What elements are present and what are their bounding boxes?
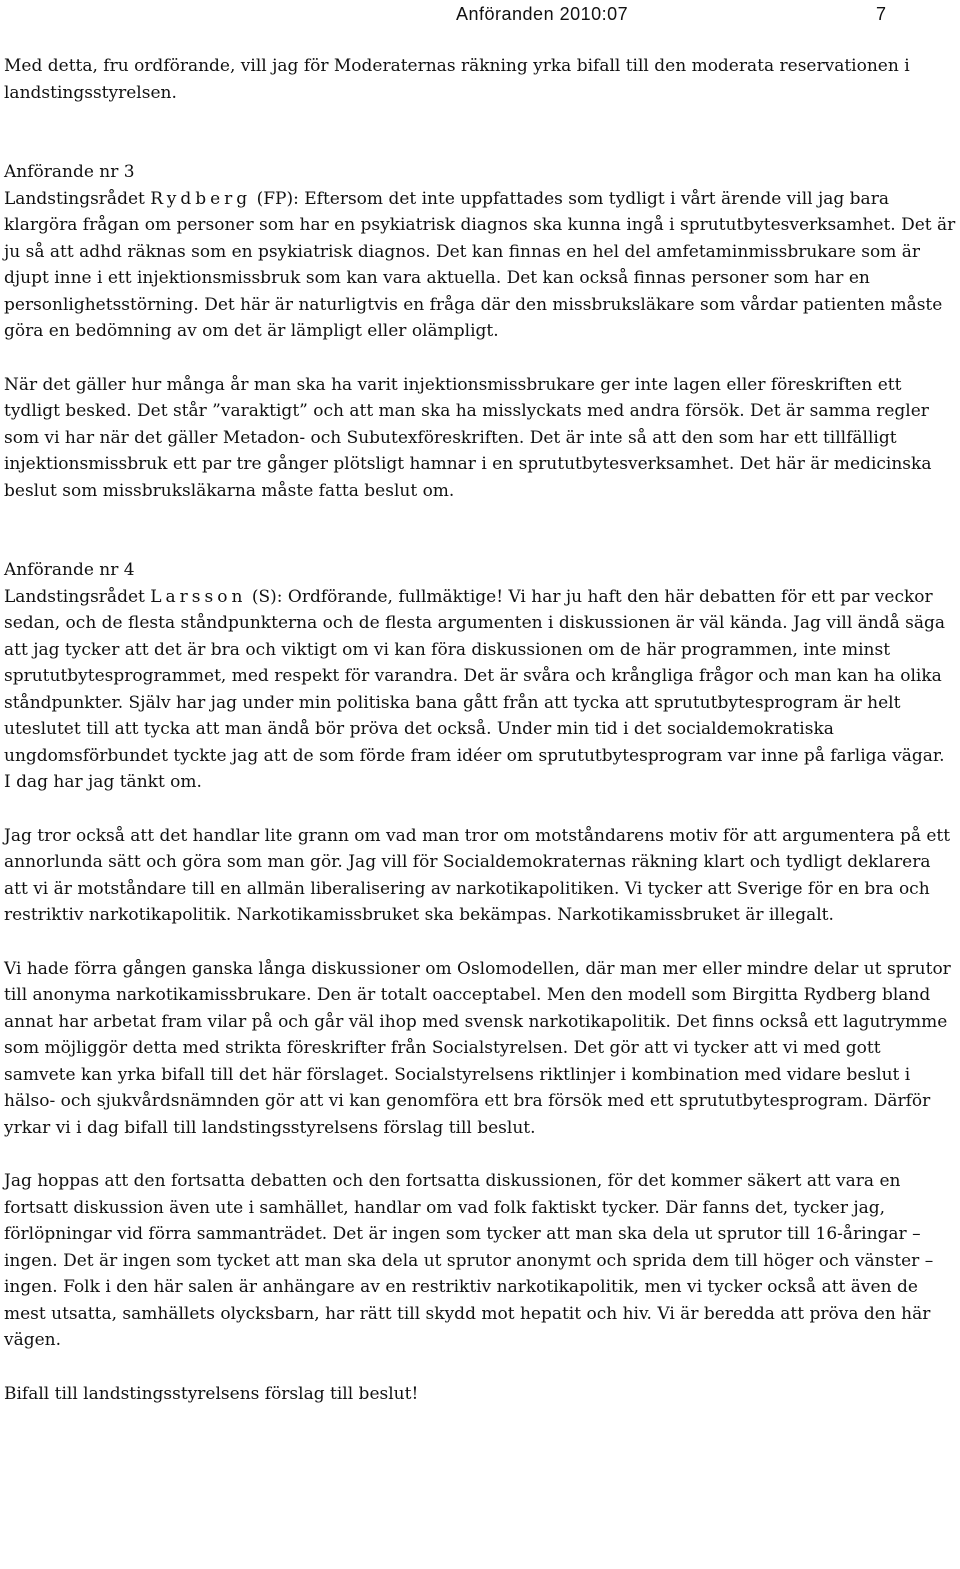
speech-4-closing: Bifall till landstingsstyrelsens förslag till beslut! — [4, 1383, 419, 1404]
speech-4-heading: Anförande nr 4 — [4, 560, 135, 580]
speech-text: (S): Ordförande, fullmäktige! Vi har ju haft den här debatten för ett par veckor sedan, och de flesta ståndpunkterna och de flesta argumenten i diskussionen är väl kända. Jag vill ändå säga att jag tycker att det är bra och viktigt om vi kan föra diskussionen om de här programmen, inte minst sprututbytesprogrammet, med respekt för varandra. Det är svåra och krångliga frågor och man kan ha olika ståndpunkter. Själv har jag under min politiska bana gått från att tycka att sprututbytesprogram är helt uteslutet till att tycka att man ändå bör pröva det också. Under min tid i det socialdemokratiska ungdomsförbundet tyckte jag att de som förde fram idéer om sprututbytesprogram var inne på farliga vägar. I dag har jag tänkt om. — [4, 586, 946, 792]
speech-4-paragraph-2: Jag tror också att det handlar lite grann om vad man tror om motståndarens motiv för att argumentera på ett annorlunda sätt och göra som man gör. Jag vill för Socialdemokraternas räkning klart och tydligt deklarera att vi är motståndare till en allmän liberalisering av narkotikapolitiken. Vi tycker att Sverige för en bra och restriktiv narkotikapolitik. Narkotikamissbruket ska bekämpas. Narkotikamissbruket är illegalt. — [4, 825, 951, 925]
paragraph-closing-previous-speech: Med detta, fru ordförande, vill jag för Moderaternas räkning yrka bifall till den moderata reservationen i landstingsstyrelsen. — [4, 56, 910, 103]
speaker-title: Landstingsrådet — [4, 586, 151, 607]
speech-4-paragraph-1 — [4, 584, 956, 796]
speaker-name: Rydberg — [150, 188, 252, 209]
speech-3-paragraph-2: När det gäller hur många år man ska ha varit injektionsmissbrukare ger inte lagen eller föreskriften ett tydligt besked. Det står ”varaktigt” och att man ska ha misslyckats med andra försök. Det är samma regler som vi har när det gäller Metadon- och Subutexföreskriften. Det är inte så att den som har ett tillfälligt injektionsmissbruk ett par tre gånger plötsligt hamnar i en sprututbytesverksamhet. Det här är medicinska beslut som missbruksläkarna måste fatta beslut om. — [4, 374, 932, 501]
speech-3-heading: Anförande nr 3 — [4, 162, 135, 182]
page-header — [456, 3, 886, 25]
page-number: 7 — [875, 4, 886, 24]
document-title: Anföranden 2010:07 — [456, 4, 629, 24]
speaker-title: Landstingsrådet — [4, 188, 151, 209]
speech-3-paragraph-1 — [4, 186, 956, 345]
speech-4-paragraph-3: Vi hade förra gången ganska långa diskussioner om Oslomodellen, där man mer eller mindre delar ut sprutor till anonyma narkotikamissbrukare. Den är totalt oacceptabel. Men den modell som Birgitta Rydberg bland annat har arbetat fram vilar på och går väl ihop med svensk narkotikapolitik. Det finns också ett lagutrymme som möjliggör detta med strikta föreskrifter från Socialstyrelsen. Det gör att vi tycker att vi med gott samvete kan yrka bifall till det här förslaget. Socialstyrelsens riktlinjer i kombination med vidare beslut i hälso- och sjukvårdsnämnden gör att vi kan genomföra ett bra försök med ett sprututbytesprogram. Därför yrkar vi i dag bifall till landstingsstyrelsens förslag till beslut. — [4, 958, 951, 1138]
speech-text: (FP): Eftersom det inte uppfattades som tydligt i vårt ärende vill jag bara klargöra frågan om personer som har en psykiatrisk diagnos ska kunna ingå i sprututbytesverksamhet. Det är ju så att adhd räknas som en psykiatrisk diagnos. Det kan finnas en hel del amfetaminmissbrukare som är djupt inne i ett injektionsmissbruk som kan vara aktuella. Det kan också finnas personer som har en personlighetsstörning. Det här är naturligtvis en fråga där den missbruksläkare som vårdar patienten måste göra en bedömning av om det är lämpligt eller olämpligt. — [4, 188, 956, 341]
speaker-name: Larsson — [150, 586, 247, 607]
document-body — [4, 53, 956, 1407]
speech-4-paragraph-4: Jag hoppas att den fortsatta debatten och den fortsatta diskussionen, för det kommer säkert att vara en fortsatt diskussion även ute i samhället, handlar om vad folk faktiskt tycker. Där fanns det, tycker jag, förlöpningar vid förra sammanträdet. Det är ingen som tycker att man ska dela ut sprutor till 16-åringar – ingen. Det är ingen som tycket att man ska dela ut sprutor anonymt och sprida dem till höger och vänster – ingen. Folk i den här salen är anhängare av en restriktiv narkotikapolitik, men vi tycker också att även de mest utsatta, samhällets olycksbarn, har rätt till skydd mot hepatit och hiv. Vi är beredda att pröva den här vägen. — [4, 1171, 934, 1350]
